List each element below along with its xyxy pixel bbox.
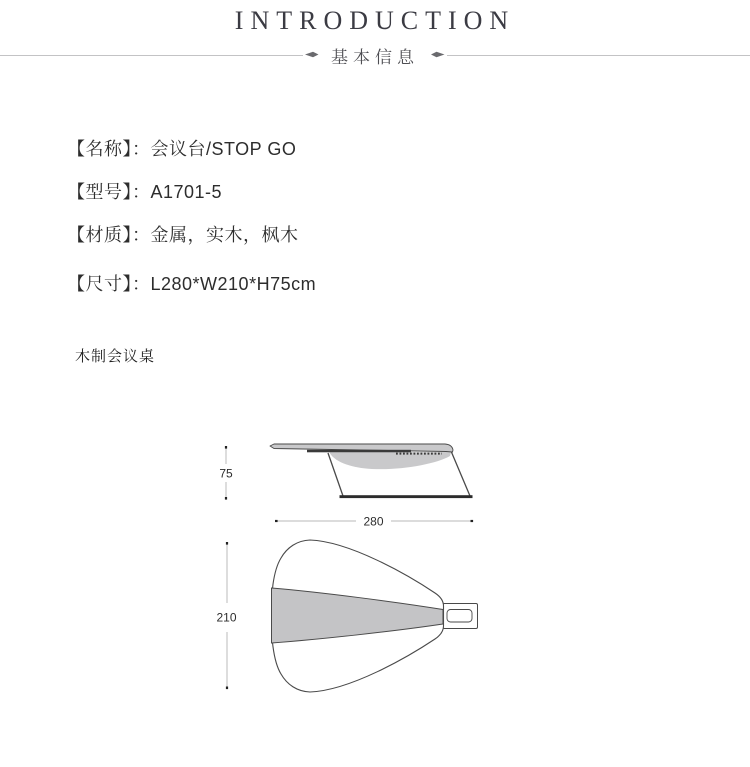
height-dimension	[219, 446, 233, 500]
spec-value: A1701-5	[150, 182, 223, 202]
height-dim-label: 75	[219, 466, 233, 481]
section-header	[0, 44, 750, 66]
spec-value: 金属，实木，枫木	[150, 225, 299, 245]
spec-label: 【名称】：	[67, 139, 151, 159]
product-note: 木制会议桌	[75, 348, 156, 365]
connector-tab	[443, 604, 478, 629]
width-dimension	[216, 542, 236, 689]
arrow-left-icon	[431, 51, 445, 59]
spec-label: 【材质】：	[67, 225, 151, 245]
spec-row-size	[67, 270, 316, 296]
side-view-drawing	[200, 435, 490, 535]
spec-value: L280*W210*H75cm	[150, 274, 317, 294]
spec-row-model	[67, 178, 222, 204]
length-dimension	[275, 515, 473, 529]
spec-value: 会议台/STOP GO	[150, 139, 297, 159]
top-view-drawing	[200, 535, 490, 700]
right-divider-line	[447, 55, 750, 56]
spec-row-name	[67, 135, 296, 161]
under-rail	[307, 450, 411, 453]
base-bar	[340, 495, 473, 498]
table-plan-view	[272, 540, 478, 692]
width-dim-label: 210	[216, 610, 237, 625]
section-subtitle: 基本信息	[331, 47, 419, 67]
spec-label: 【型号】：	[67, 182, 151, 202]
arrow-right-icon	[305, 51, 319, 59]
apron-shading	[330, 452, 451, 469]
left-divider-line	[0, 55, 303, 56]
length-dim-label: 280	[363, 514, 384, 529]
spec-row-material	[67, 221, 299, 247]
table-side-profile	[270, 444, 473, 498]
page-title: INTRODUCTION	[234, 6, 516, 35]
spec-label: 【尺寸】：	[67, 274, 151, 294]
